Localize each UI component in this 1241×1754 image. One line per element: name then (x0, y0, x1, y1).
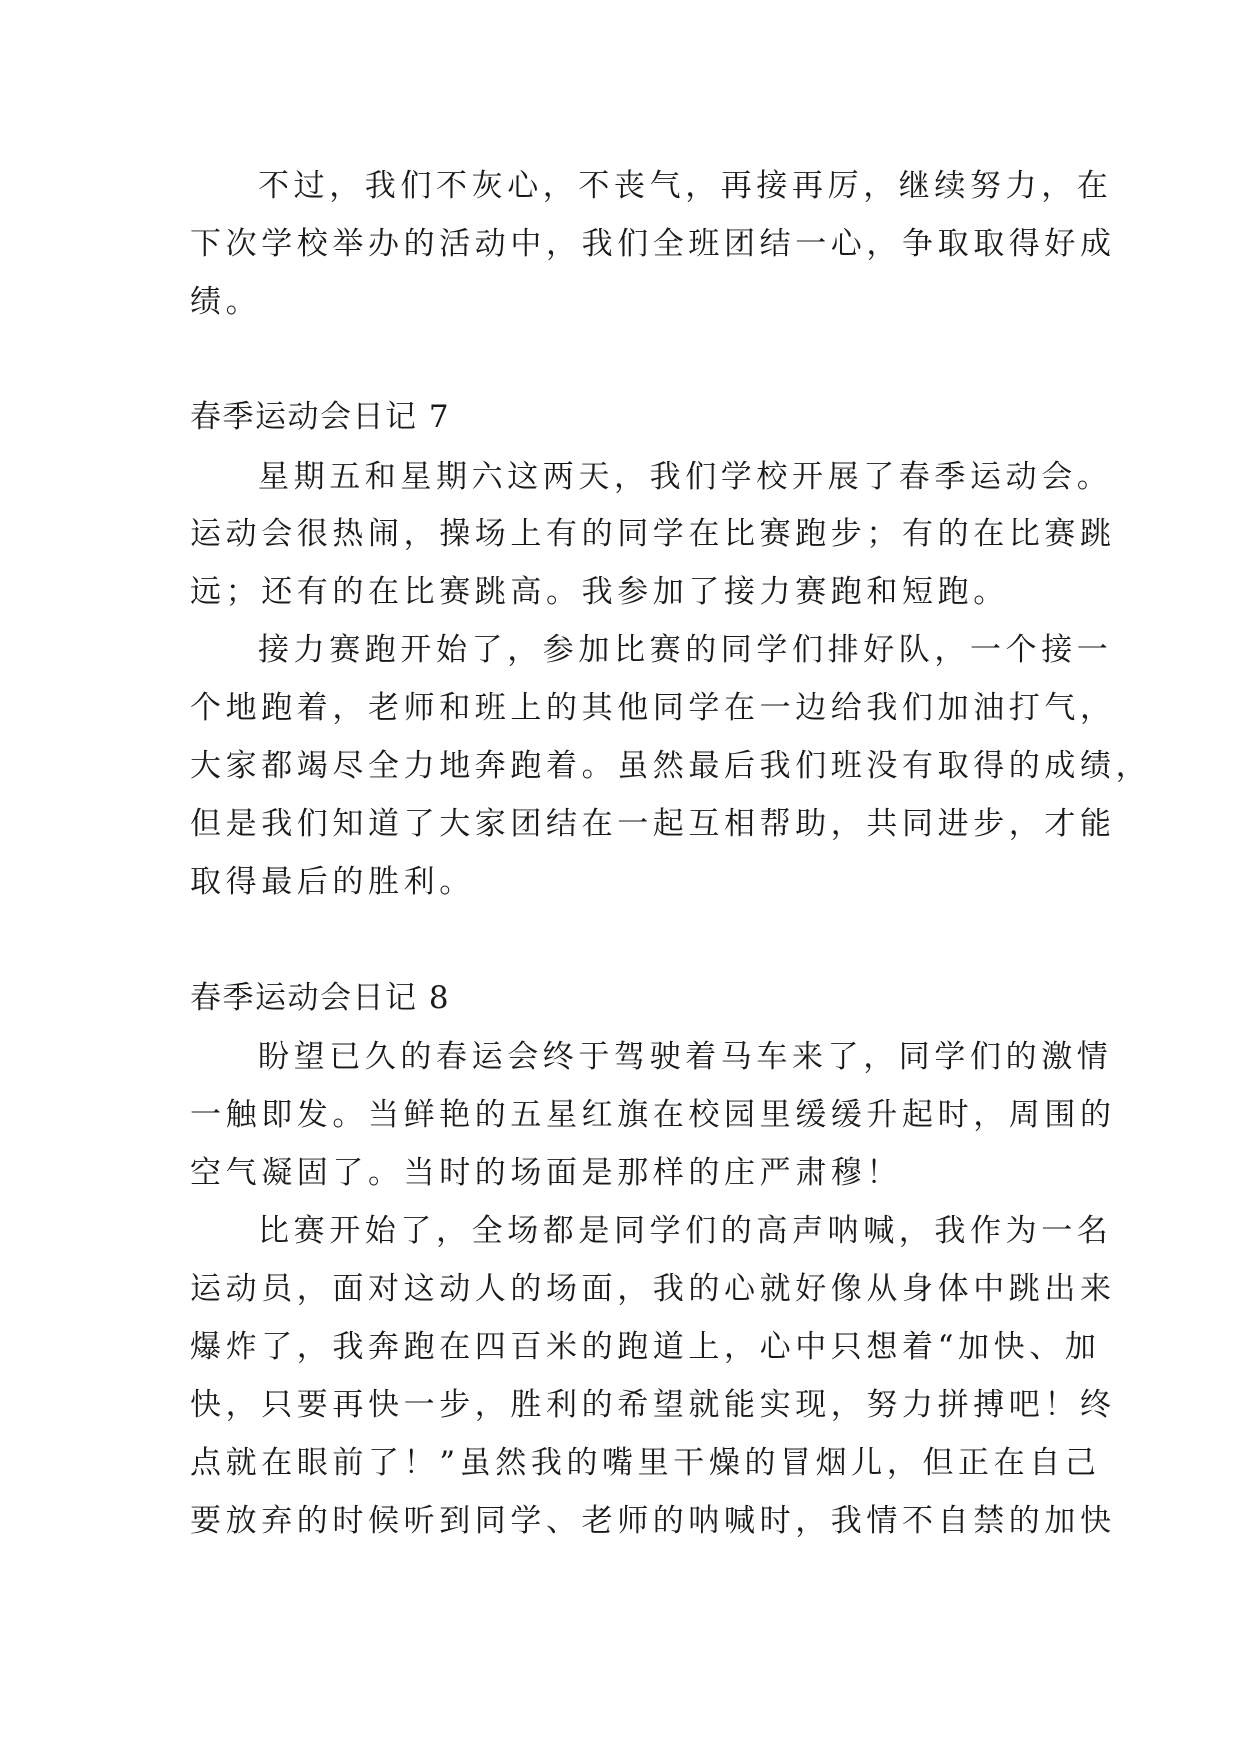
section-heading: 春季运动会日记 8 (190, 980, 451, 1016)
paragraph-line: 接力赛跑开始了，参加比赛的同学们排好队，一个接一 (258, 632, 1113, 668)
paragraph-line: 运动会很热闹，操场上有的同学在比赛跑步；有的在比赛跳 (190, 516, 1116, 552)
paragraph-line: 星期五和星期六这两天，我们学校开展了春季运动会。 (258, 459, 1113, 495)
paragraph-line: 不过，我们不灰心，不丧气，再接再厉，继续努力，在 (258, 168, 1113, 204)
paragraph-line: 远；还有的在比赛跳高。我参加了接力赛跑和短跑。 (190, 574, 1009, 610)
paragraph-line: 比赛开始了，全场都是同学们的高声呐喊，我作为一名 (258, 1213, 1113, 1249)
paragraph-line: 要放弃的时候听到同学、老师的呐喊时，我情不自禁的加快 (190, 1503, 1116, 1539)
paragraph-line: 取得最后的胜利。 (190, 864, 475, 900)
paragraph-line: 一触即发。当鲜艳的五星红旗在校园里缓缓升起时，周围的 (190, 1097, 1116, 1133)
paragraph-line: 爆炸了，我奔跑在四百米的跑道上，心中只想着“加快、加 (190, 1329, 1101, 1365)
section-heading: 春季运动会日记 7 (190, 399, 451, 435)
paragraph-line: 点就在眼前了！”虽然我的嘴里干燥的冒烟儿，但正在自己 (190, 1445, 1101, 1481)
paragraph-line: 下次学校举办的活动中，我们全班团结一心，争取取得好成 (190, 226, 1116, 262)
paragraph-line: 快，只要再快一步，胜利的希望就能实现，努力拼搏吧！终 (190, 1387, 1116, 1423)
paragraph-line: 大家都竭尽全力地奔跑着。虽然最后我们班没有取得的成绩， (190, 748, 1152, 784)
paragraph-line: 绩。 (190, 284, 262, 320)
paragraph-line: 空气凝固了。当时的场面是那样的庄严肃穆！ (190, 1155, 902, 1191)
paragraph-line: 盼望已久的春运会终于驾驶着马车来了，同学们的激情 (258, 1039, 1113, 1075)
paragraph-line: 个地跑着，老师和班上的其他同学在一边给我们加油打气， (190, 690, 1116, 726)
paragraph-line: 运动员，面对这动人的场面，我的心就好像从身体中跳出来 (190, 1271, 1116, 1307)
paragraph-line: 但是我们知道了大家团结在一起互相帮助，共同进步，才能 (190, 806, 1116, 842)
